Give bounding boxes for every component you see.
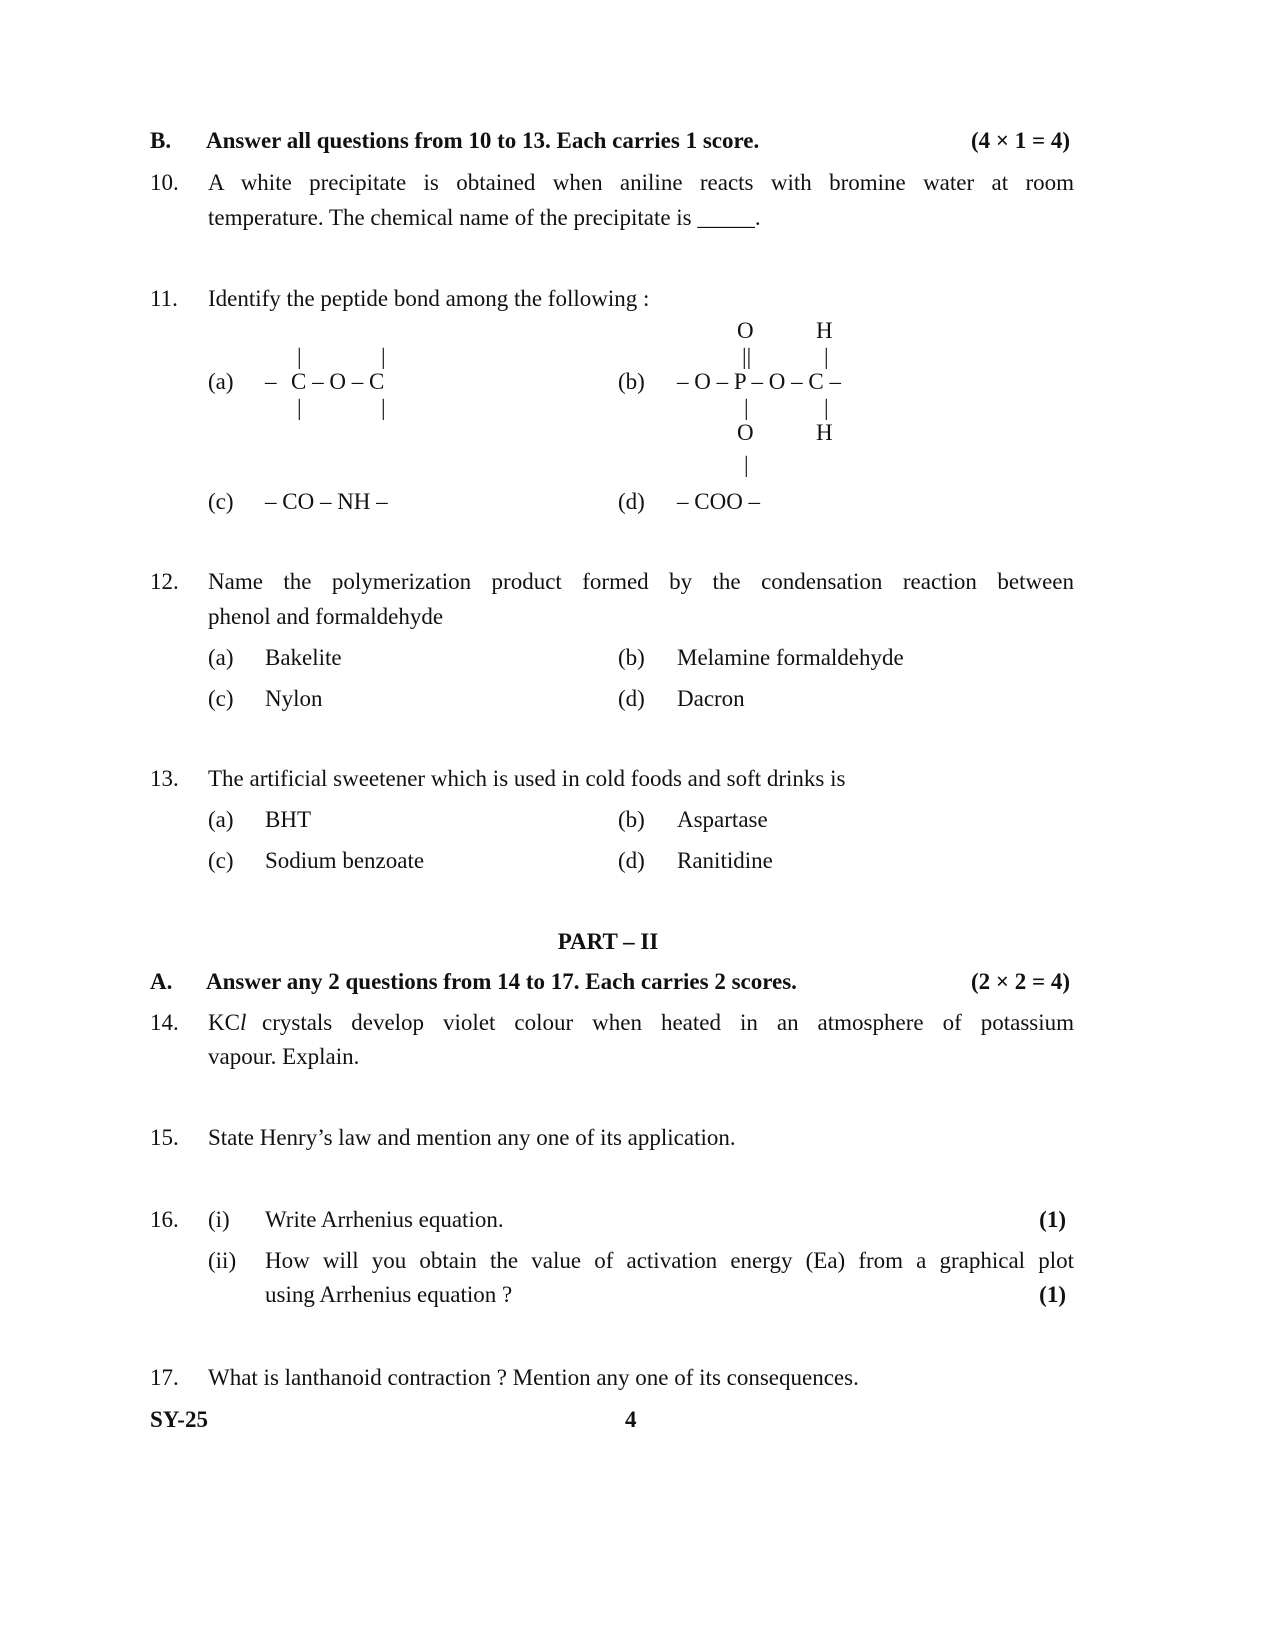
q17-number: 17. <box>150 1365 179 1390</box>
q11-b-bar-lower-o: | <box>744 452 749 477</box>
q14-formula-kc: KC <box>208 1010 240 1035</box>
q16-ii-line2: using Arrhenius equation ? <box>265 1282 513 1307</box>
part-two-title: PART – II <box>557 929 659 954</box>
q13-option-b-text: Aspartase <box>677 807 768 832</box>
q13-option-a-text: BHT <box>265 807 311 832</box>
q11-b-top-o: O <box>737 318 754 343</box>
page-number: 4 <box>625 1407 637 1432</box>
q13-option-c-label: (c) <box>208 848 234 873</box>
q11-a-bar-bottom-1: | <box>297 395 302 420</box>
q12-option-b-text: Melamine formaldehyde <box>677 645 904 670</box>
q12-line2: phenol and formaldehyde <box>208 604 444 629</box>
q12-option-d-label: (d) <box>618 686 645 711</box>
q11-c-text: – CO – NH – <box>265 489 388 514</box>
section-b-marks: (4 × 1 = 4) <box>970 128 1070 153</box>
q10-number: 10. <box>150 170 179 195</box>
q11-b-bottom-o: O <box>737 420 754 445</box>
q16-ii-label: (ii) <box>208 1248 237 1273</box>
q11-b-bar-bottom-c: | <box>824 395 829 420</box>
q13-option-a-label: (a) <box>208 807 234 832</box>
q11-a-bond: C – O – C <box>291 369 385 394</box>
q10-line1: A white precipitate is obtained when aniline reacts with bromine water at room <box>208 170 1074 195</box>
q11-a-dash: – <box>265 369 277 394</box>
q14-formula-l: l <box>239 1010 247 1035</box>
q11-d-text: – COO – <box>677 489 761 514</box>
q14-formula <box>208 1010 246 1036</box>
q12-option-a-text: Bakelite <box>265 645 342 670</box>
q12-option-b-label: (b) <box>618 645 645 670</box>
q11-b-top-h: H <box>816 318 833 343</box>
q16-i-text: Write Arrhenius equation. <box>265 1207 504 1232</box>
q16-i-marks: (1) <box>1039 1207 1066 1232</box>
q16-ii-line1: How will you obtain the value of activation energy (Ea) from a graphical plot <box>265 1248 1074 1273</box>
q12-option-c-text: Nylon <box>265 686 323 711</box>
q11-a-bar-bottom-2: | <box>381 395 386 420</box>
q12-option-a-label: (a) <box>208 645 234 670</box>
q13-option-d-label: (d) <box>618 848 645 873</box>
q11-b-bar-bottom-p: | <box>744 395 749 420</box>
q17-text: What is lanthanoid contraction ? Mention any one of its consequences. <box>208 1365 859 1390</box>
q12-number: 12. <box>150 569 179 594</box>
q11-d-label: (d) <box>618 489 645 514</box>
q11-b-bottom-h: H <box>816 420 833 445</box>
q12-option-d-text: Dacron <box>677 686 745 711</box>
q15-text: State Henry’s law and mention any one of its application. <box>208 1125 736 1150</box>
q11-c-label: (c) <box>208 489 234 514</box>
q11-number: 11. <box>150 286 178 311</box>
q13-number: 13. <box>150 766 179 791</box>
q13-option-b-label: (b) <box>618 807 645 832</box>
q11-b-chain: – O – P – O – C – <box>677 369 841 394</box>
section-a-instruction: Answer any 2 questions from 14 to 17. Each carries 2 scores. <box>206 969 797 994</box>
q14-line2: vapour. Explain. <box>208 1044 360 1069</box>
q10-line2: temperature. The chemical name of the precipitate is _____. <box>208 205 761 230</box>
q11-b-bar-top-c: | <box>824 344 829 369</box>
q12-option-c-label: (c) <box>208 686 234 711</box>
q11-a-bar-top-2: | <box>381 344 386 369</box>
q14-line1: crystals develop violet colour when heated in an atmosphere of potassium <box>262 1010 1074 1035</box>
q12-line1: Name the polymerization product formed by the condensation reaction between <box>208 569 1074 594</box>
section-a-marks: (2 × 2 = 4) <box>970 969 1070 994</box>
q14-number: 14. <box>150 1010 179 1035</box>
section-b-letter: B. <box>150 128 172 153</box>
q11-a-label: (a) <box>208 369 234 394</box>
section-a-letter: A. <box>150 969 173 994</box>
q16-number: 16. <box>150 1207 179 1232</box>
q11-b-double-bond: || <box>742 344 752 369</box>
q13-text: The artificial sweetener which is used in cold foods and soft drinks is <box>208 766 846 791</box>
footer-code: SY-25 <box>150 1407 208 1432</box>
q16-i-label: (i) <box>208 1207 230 1232</box>
q13-option-d-text: Ranitidine <box>677 848 773 873</box>
q11-a-bar-top-1: | <box>297 344 302 369</box>
q11-b-label: (b) <box>618 369 645 394</box>
q16-ii-marks: (1) <box>1039 1282 1066 1307</box>
q13-option-c-text: Sodium benzoate <box>265 848 425 873</box>
q11-text: Identify the peptide bond among the following : <box>208 286 650 311</box>
section-b-instruction: Answer all questions from 10 to 13. Each carries 1 score. <box>206 128 760 153</box>
q15-number: 15. <box>150 1125 179 1150</box>
